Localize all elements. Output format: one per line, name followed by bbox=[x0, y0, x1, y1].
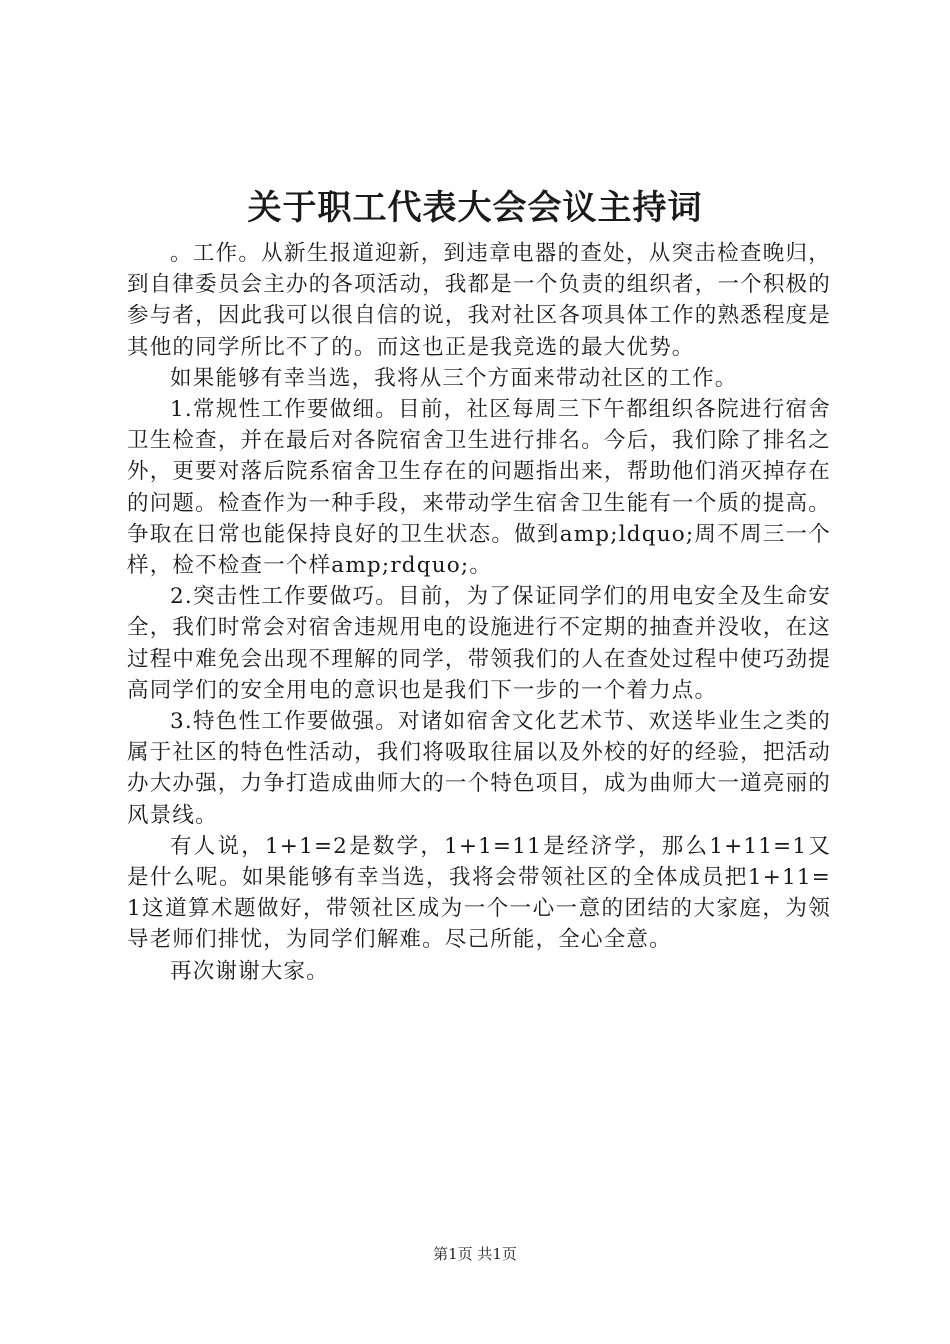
document-body bbox=[127, 238, 831, 987]
paragraph-2: 如果能够有幸当选，我将从三个方面来带动社区的工作。 bbox=[170, 365, 738, 391]
page-number-footer: 第1页 共1页 bbox=[433, 1245, 517, 1263]
paragraph-4: 2.突击性工作要做巧。目前，为了保证同学们的用电安全及生命安全，我们时常会对宿舍违规用电的设施进行不定期的抽查并没收，在这过程中难免会出现不理解的同学，带领我们的人在查处过程中使巧劲提高同学们的安全用电的意识也是我们下一步的一个着力点。 bbox=[127, 584, 831, 703]
paragraph-7: 再次谢谢大家。 bbox=[170, 958, 329, 984]
paragraph-6: 有人说，1+1=2是数学，1+1=11是经济学，那么1+11=1又是什么呢。如果能够有幸当选，我将会带领社区的全体成员把1+11=1这道算术题做好，带领社区成为一个一心一意的团结的大家庭，为领导老师们排忧，为同学们解难。尽己所能，全心全意。 bbox=[127, 833, 831, 953]
page-title: 关于职工代表大会会议主持词 bbox=[247, 188, 703, 228]
paragraph-1: 。工作。从新生报道迎新，到违章电器的查处，从突击检查晚归，到自律委员会主办的各项活动，我都是一个负责的组织者，一个积极的参与者，因此我可以很自信的说，我对社区各项具体工作的熟悉程度是其他的同学所比不了的。而这也正是我竞选的最大优势。 bbox=[127, 241, 831, 360]
paragraph-5: 3.特色性工作要做强。对诸如宿舍文化艺术节、欢送毕业生之类的属于社区的特色性活动，我们将吸取往届以及外校的好的经验，把活动办大办强，力争打造成曲师大的一个特色项目，成为曲师大一道亮丽的风景线。 bbox=[127, 709, 831, 828]
paragraph-3: 1.常规性工作要做细。目前，社区每周三下午都组织各院进行宿舍卫生检查，并在最后对各院宿舍卫生进行排名。今后，我们除了排名之外，更要对落后院系宿舍卫生存在的问题指出来，帮助他们消灭掉存在的问题。检查作为一种手段，来带动学生宿舍卫生能有一个质的提高。争取在日常也能保持良好的卫生状态。做到amp;ldquo;周不周三一个样，检不检查一个样amp;rdquo;。 bbox=[127, 397, 831, 579]
